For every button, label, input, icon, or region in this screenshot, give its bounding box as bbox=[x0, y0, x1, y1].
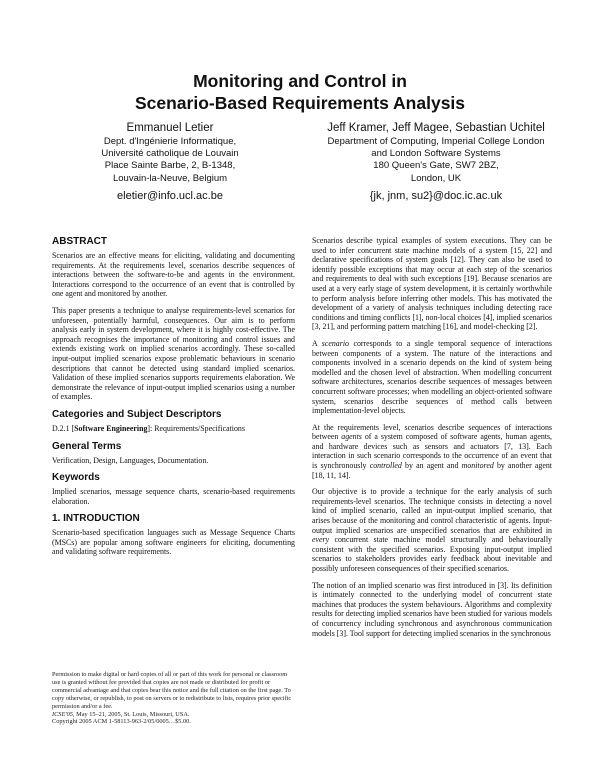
title-line-1: Monitoring and Control in bbox=[193, 71, 407, 91]
body-paragraph-3 bbox=[312, 423, 552, 481]
paper-title bbox=[0, 70, 600, 114]
venue-line bbox=[52, 711, 292, 719]
general-terms-heading: General Terms bbox=[52, 440, 122, 452]
text-run: by another agent [18, 11, 14]. bbox=[312, 461, 552, 480]
author-affiliation-line: Department of Computing, Imperial College London bbox=[327, 136, 545, 147]
author-email: {jk, jnm, su2}@doc.ic.ac.uk bbox=[369, 189, 503, 202]
copyright-line: Copyright 2005 ACM 1-58113-963-2/05/0005…$5.00. bbox=[52, 718, 191, 726]
category-name: Software Engineering bbox=[74, 423, 148, 433]
introduction-heading: 1. INTRODUCTION bbox=[52, 513, 140, 525]
categories-heading: Categories and Subject Descriptors bbox=[52, 408, 222, 420]
author-affiliation-line: and London Software Systems bbox=[371, 148, 501, 160]
author-email: eletier@info.ucl.ac.be bbox=[117, 189, 223, 202]
left-column bbox=[52, 236, 295, 564]
body-paragraph-4 bbox=[312, 487, 552, 573]
keywords-text: Implied scenarios, message sequence charts, scenario-based requirements elaboration. bbox=[52, 487, 295, 506]
author-block-2 bbox=[300, 121, 572, 204]
categories-text bbox=[52, 424, 295, 434]
abstract-heading: ABSTRACT bbox=[52, 236, 107, 247]
text-run: Our objective is to provide a technique for the early analysis of such requirements-level scenarios. The technique consists in detecting a novel kind of implied scenario, called an input-output implied scenario, that arises because of the monitoring and control characteristic of agents. Input-output implied scenarios are unspecified scenarios that are exhibited in bbox=[312, 487, 552, 535]
text-run: by an agent and bbox=[401, 461, 462, 471]
text-run: At the requirements level, scenarios describe sequences of interactions between bbox=[312, 422, 552, 442]
text-run: concurrent state machine model structurally and behaviourally consistent with the specified scenarios. Exposing input-output implied scenarios to stakeholders provides early feedback about inevitable and possibly unforeseen consequences of their specified scenarios. bbox=[312, 535, 552, 573]
body-paragraph-2 bbox=[312, 339, 552, 416]
emphasis-scenario: scenario bbox=[321, 338, 349, 348]
introduction-paragraph-1: Scenario-based specification languages such as Message Sequence Charts (MSCs) are popular among software engineers for eliciting, documenting and validating software requirements. bbox=[52, 528, 295, 557]
emphasis-controlled: controlled bbox=[369, 461, 402, 471]
emphasis-agents: agents bbox=[341, 432, 362, 442]
author-affiliation-line: Place Sainte Barbe, 2, B-1348, bbox=[104, 160, 236, 172]
text-run: corresponds to a single temporal sequence of interactions between components of a system. The nature of the interactions and components involved in a scenario depends on the kind of system being modelled and the chosen level of abstraction. When modelling concurrent software architectures, scenarios describe sequences of messages between concurrent software processes; when modelling an object-oriented software system, scenarios describe sequences of method calls between implementation-level objects. bbox=[312, 338, 552, 416]
title-line-2: Scenario-Based Requirements Analysis bbox=[134, 93, 466, 113]
author-affiliation-line: Dept. d'Ingénierie Informatique, bbox=[103, 136, 237, 147]
author-block-1 bbox=[60, 121, 280, 204]
right-column bbox=[312, 236, 552, 645]
author-affiliation-line: Louvain-la-Neuve, Belgium bbox=[112, 172, 228, 184]
keywords-heading: Keywords bbox=[52, 472, 100, 484]
category-code: D.2.1 [ bbox=[52, 423, 75, 433]
venue-name: ICSE'05, bbox=[52, 710, 75, 718]
emphasis-monitored: monitored bbox=[461, 461, 494, 471]
permission-text: Permission to make digital or hard copies of all or part of this work for personal or classroom use is granted without fee provided that copies are not made or distributed for profit or commercial advantage and that copies bear this notice and the full citation on the first page. To copy otherwise, or republish, to post on servers or to redistribute to lists, requires prior specific permission and/or a fee. bbox=[52, 671, 292, 710]
abstract-paragraph-1: Scenarios are an effective means for eliciting, validating and documenting requirements. At the requirements level, scenarios describe sequences of interactions between the software-to-be and agents in the environment. Interactions correspond to the occurrence of an event that is controlled by one agent and monitored by another. bbox=[52, 251, 295, 299]
general-terms-text: Verification, Design, Languages, Documentation. bbox=[52, 455, 209, 465]
category-rest: ]: Requirements/Specifications bbox=[147, 423, 245, 433]
text-run: of a system composed of software agents, human agents, and hardware devices such as sensors and actuators [7, 13]. Each interaction in such scenario corresponds to the occurrence of an event that is synchronously bbox=[312, 432, 553, 471]
permission-notice bbox=[52, 671, 292, 726]
venue-details: May 15–21, 2005, St. Louis, Missouri, USA. bbox=[74, 710, 190, 718]
body-paragraph-1: Scenarios describe typical examples of system executions. They can be used to infer concurrent state machine models of a system [15, 22] and declarative specifications of system goals [12]. They can also be used to identify possible exceptions that may occur at each step of the scenarios and requirements to deal with such exceptions [19]. Because scenarios are used at a very early stage of system development, it is certainly worthwhile to perform analysis before inferring other models. This has motivated the development of a variety of analysis techniques including detecting race conditions and timing conflicts [1], non-local choices [4], implied scenarios [3, 21], and performing pattern matching [16], and model-checking [2]. bbox=[312, 236, 552, 332]
author-name: Emmanuel Letier bbox=[126, 122, 214, 134]
author-affiliation-line: 180 Queen's Gate, SW7 2BZ, bbox=[373, 160, 499, 172]
author-affiliation-line: Université catholique de Louvain bbox=[101, 148, 239, 160]
author-name: Jeff Kramer, Jeff Magee, Sebastian Uchitel bbox=[327, 122, 545, 134]
abstract-paragraph-2: This paper presents a technique to analyse requirements-level scenarios for unforeseen, potentially harmful, consequences. Our aim is to perform analysis early in system development, where it is highly cost-effective. The approach recognises the importance of monitoring and control issues and extends existing work on implied scenarios accordingly. These so-called input-output implied scenarios expose problematic behaviours in scenario descriptions that cannot be detected using standard implied scenarios. Validation of these implied scenarios supports requirements elaboration. We demonstrate the relevance of input-output implied scenarios using a number of examples. bbox=[52, 305, 295, 402]
author-affiliation-line: London, UK bbox=[410, 172, 462, 184]
text-run: A bbox=[312, 338, 322, 348]
emphasis-every: every bbox=[312, 535, 330, 545]
body-paragraph-5: The notion of an implied scenario was first introduced in [3]. Its definition is intimately connected to the underlying model of concurrent state machines that produces the system behaviours. Algorithms and complexity results for detecting implied scenarios have been studied for various models of concurrency including synchronous and asynchronous communication models [3]. Tool support for detecting implied scenarios in the synchronous bbox=[312, 580, 552, 638]
